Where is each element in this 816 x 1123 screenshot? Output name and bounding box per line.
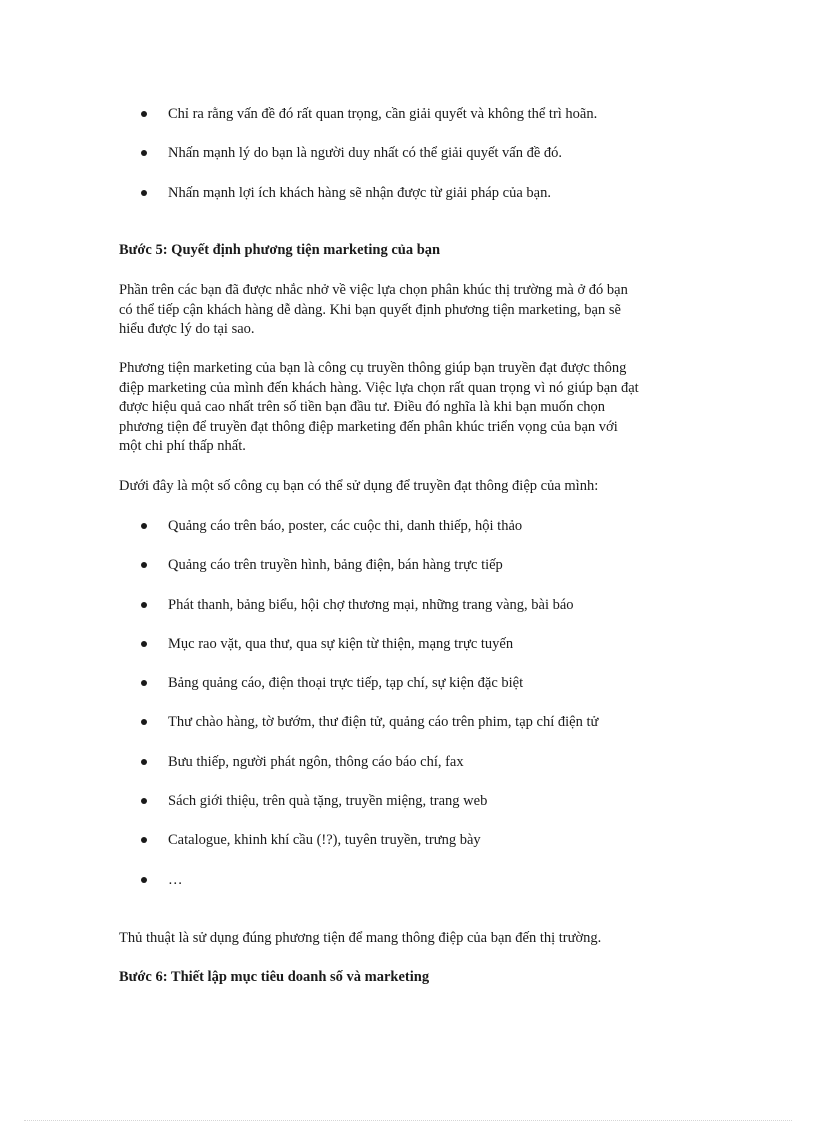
step5-paragraph-1 xyxy=(119,281,709,340)
list-item-text: Phát thanh, bảng biểu, hội chợ thương mại, những trang vàng, bài báo xyxy=(168,596,574,613)
step5-paragraph-3 xyxy=(119,477,709,497)
bullet-icon xyxy=(141,798,147,804)
tools-bullet-list xyxy=(141,517,741,910)
list-item-text: Chỉ ra rằng vấn đề đó rất quan trọng, cần giải quyết và không thể trì hoãn. xyxy=(168,106,598,122)
text-line: Dưới đây là một số công cụ bạn có thể sử dụng để truyền đạt thông điệp của mình: xyxy=(119,478,599,494)
bullet-icon xyxy=(141,759,147,765)
list-item xyxy=(141,184,741,223)
list-item-text: Quảng cáo trên báo, poster, các cuộc thi, danh thiếp, hội thảo xyxy=(168,518,523,534)
bullet-icon xyxy=(141,150,147,156)
list-item-text: Thư chào hàng, tờ bướm, thư điện tử, quảng cáo trên phim, tạp chí điện tử xyxy=(168,714,599,731)
list-item xyxy=(141,792,741,831)
text-line: Phần trên các bạn đã được nhắc nhở về việc lựa chọn phân khúc thị trường mà ở đó bạn xyxy=(119,282,628,298)
list-item xyxy=(141,753,741,792)
text-line: điệp marketing của mình đến khách hàng. Việc lựa chọn rất quan trọng vì nó giúp bạn đạt xyxy=(119,379,639,396)
bullet-icon xyxy=(141,190,147,196)
step6-heading: Bước 6: Thiết lập mục tiêu doanh số và marketing xyxy=(119,969,430,985)
list-item-text: … xyxy=(168,871,183,888)
bullet-icon xyxy=(141,562,147,568)
text-line: được hiệu quả cao nhất trên số tiền bạn đầu tư. Điều đó nghĩa là khi bạn muốn chọn xyxy=(119,399,606,415)
list-item-text: Sách giới thiệu, trên quà tặng, truyền miệng, trang web xyxy=(168,793,488,810)
bullet-icon xyxy=(141,641,147,647)
bullet-icon xyxy=(141,602,147,608)
list-item-text: Bưu thiếp, người phát ngôn, thông cáo báo chí, fax xyxy=(168,753,464,770)
list-item xyxy=(141,871,741,910)
list-item xyxy=(141,596,741,635)
list-item-text: Bảng quảng cáo, điện thoại trực tiếp, tạp chí, sự kiện đặc biệt xyxy=(168,675,524,692)
list-item-text: Nhấn mạnh lý do bạn là người duy nhất có thể giải quyết vấn đề đó. xyxy=(168,145,563,162)
list-item-text: Quảng cáo trên truyền hình, bảng điện, bán hàng trực tiếp xyxy=(168,557,503,574)
page-bottom-divider xyxy=(24,1120,792,1121)
text-line: Thủ thuật là sử dụng đúng phương tiện để mang thông điệp của bạn đến thị trường. xyxy=(119,930,602,946)
list-item xyxy=(141,517,741,556)
list-item xyxy=(141,831,741,870)
list-item-text: Mục rao vặt, qua thư, qua sự kiện từ thiện, mạng trực tuyến xyxy=(168,635,514,652)
list-item-text: Catalogue, khinh khí cầu (!?), tuyên truyền, trưng bày xyxy=(168,832,481,849)
bullet-icon xyxy=(141,680,147,686)
tip-paragraph xyxy=(119,929,709,949)
text-line: phương tiện để truyền đạt thông điệp marketing đến phân khúc triển vọng của bạn với xyxy=(119,418,618,435)
list-item xyxy=(141,635,741,674)
intro-bullet-list xyxy=(141,105,741,223)
list-item-text: Nhấn mạnh lợi ích khách hàng sẽ nhận được từ giải pháp của bạn. xyxy=(168,184,551,201)
bullet-icon xyxy=(141,877,147,883)
list-item xyxy=(141,674,741,713)
text-line: Phương tiện marketing của bạn là công cụ truyền thông giúp bạn truyền đạt được thông xyxy=(119,360,627,376)
bullet-icon xyxy=(141,837,147,843)
step5-heading: Bước 5: Quyết định phương tiện marketing của bạn xyxy=(119,242,441,258)
step5-paragraph-2 xyxy=(119,359,709,457)
text-line: có thể tiếp cận khách hàng dễ dàng. Khi bạn quyết định phương tiện marketing, bạn sẽ xyxy=(119,301,621,318)
bullet-icon xyxy=(141,111,147,117)
list-item xyxy=(141,556,741,595)
list-item xyxy=(141,105,741,144)
list-item xyxy=(141,144,741,183)
bullet-icon xyxy=(141,719,147,725)
text-line: hiểu được lý do tại sao. xyxy=(119,321,255,337)
list-item xyxy=(141,713,741,752)
bullet-icon xyxy=(141,523,147,529)
text-line: một chi phí thấp nhất. xyxy=(119,438,246,454)
